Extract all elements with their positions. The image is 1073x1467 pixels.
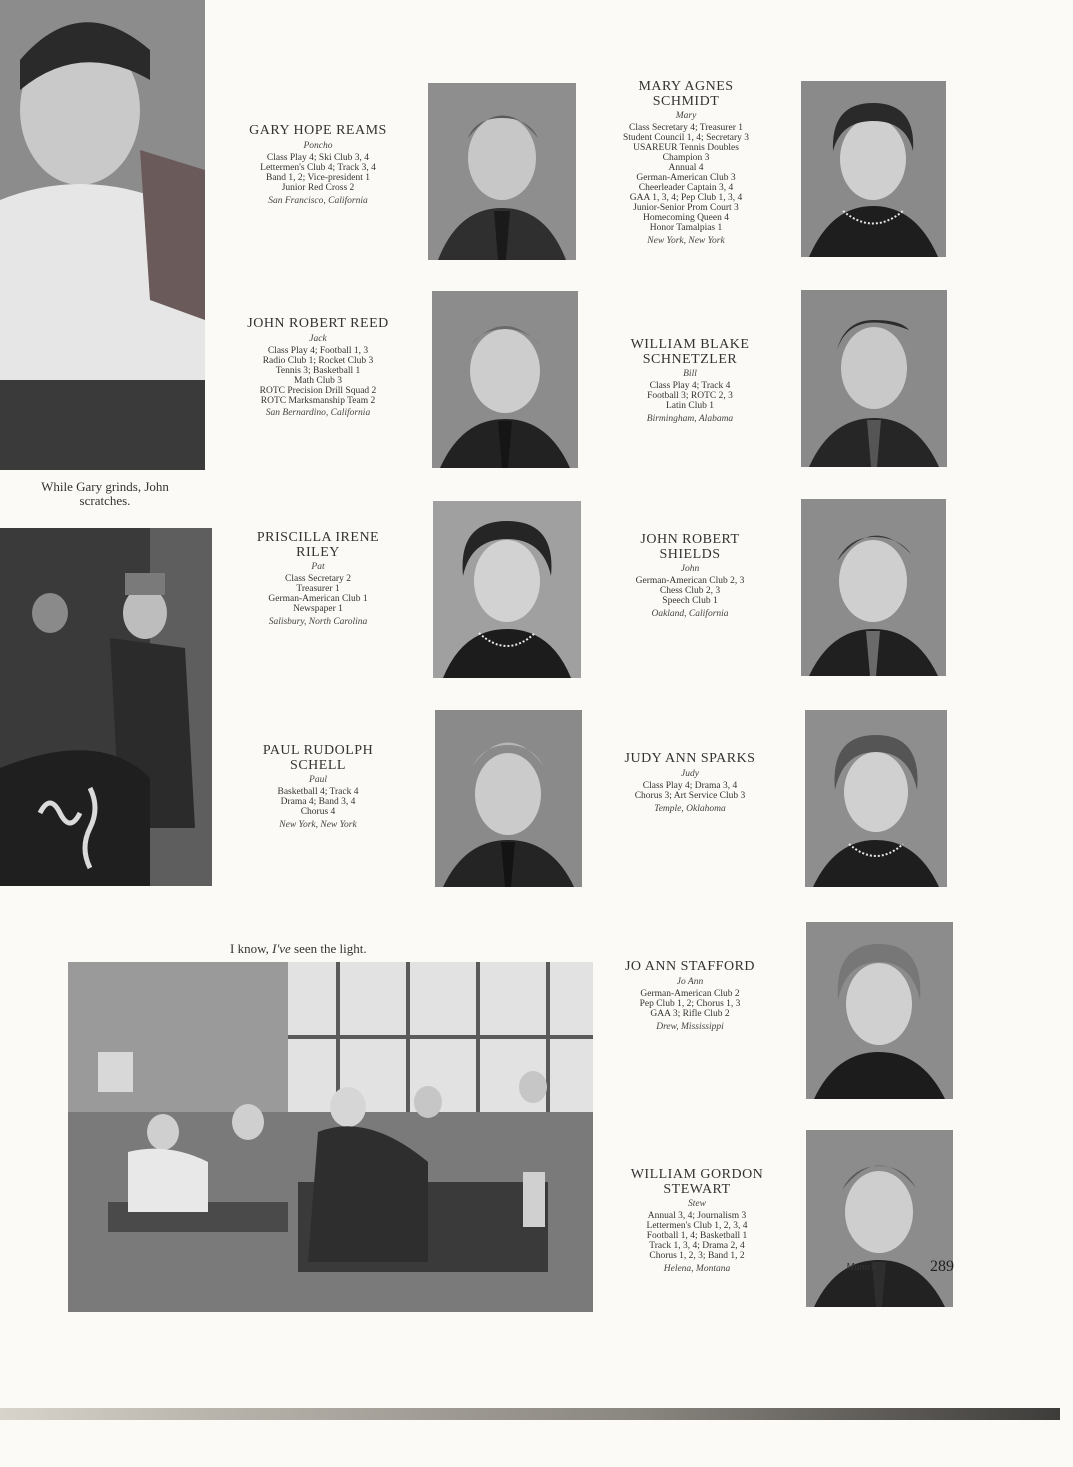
portrait-john-shields [801,499,946,676]
student-entry-mary-schmidt [596,80,776,247]
student-activities: Class Play 4; Football 1, 3 Radio Club 1; Rocket Club 3 Tennis 3; Basketball 1 Math Club 3 ROTC Precision Drill Squad 2 ROTC Marksmanship Team 2 [259,345,377,406]
student-activities: German-American Club 2, 3 Chess Club 2, 3 Speech Club 1 [635,576,745,607]
student-nickname: Paul [309,775,327,786]
candid-photo-costume [0,528,212,886]
student-activities: German-American Club 2 Pep Club 1, 2; Chorus 1, 3 GAA 3; Rifle Club 2 [639,988,741,1019]
portrait-judy-sparks [805,710,947,887]
student-entry-jo-ann-stafford [600,960,780,1033]
student-activities: Annual 3, 4; Journalism 3 Lettermen's Club 1, 2, 3, 4 Football 1, 4; Basketball 1 Track 1, 3, 4; Drama 2, 4 Chorus 1, 2, 3; Band 1, 2 [646,1211,748,1262]
portrait-william-schnetzler [801,290,947,467]
student-hometown: Temple, Oklahoma [654,803,726,814]
student-hometown: Oakland, California [651,609,729,620]
student-entry-priscilla-riley [228,531,408,628]
student-hometown: New York, New York [279,820,357,831]
caption-light-suffix: seen the light. [294,941,367,956]
caption-light-emphasis: I've [272,941,291,956]
student-hometown: Salisbury, North Carolina [268,617,368,628]
student-entry-gary-reams [228,124,408,207]
student-name: MARY AGNES SCHMIDT [638,79,734,109]
student-nickname: Poncho [303,140,333,151]
portrait-gary-reams [428,83,576,260]
student-name: JO ANN STAFFORD [624,959,756,974]
candid-photo-classroom [68,962,593,1312]
student-activities: Basketball 4; Track 4 Drama 4; Band 3, 4 Chorus 4 [277,787,359,818]
student-hometown: Helena, Montana [663,1264,731,1275]
student-hometown: Birmingham, Alabama [646,414,734,425]
student-name: JOHN ROBERT SHIELDS [640,532,740,562]
student-name: JUDY ANN SPARKS [624,751,756,766]
candid-photo-gary-john [0,0,205,470]
student-name: WILLIAM BLAKE SCHNETZLER [630,337,750,367]
student-nickname: Jack [309,333,327,344]
portrait-mary-schmidt [801,81,946,257]
caption-light [230,942,410,956]
student-nickname: Stew [688,1199,706,1210]
student-nickname: Jo Ann [676,976,704,987]
student-hometown: San Bernardino, California [265,408,371,419]
caption-gary-john: While Gary grinds, John scratches. [41,479,169,509]
student-activities: Class Play 4; Drama 3, 4 Chorus 3; Art Service Club 3 [634,780,746,801]
student-entry-john-reed [228,317,408,419]
footer-school-name: Munich [846,1262,877,1273]
portrait-paul-schell [435,710,582,887]
student-activities: Class Play 4; Ski Club 3, 4 Lettermen's Club 4; Track 3, 4 Band 1, 2; Vice-president 1 Junior Red Cross 2 [260,152,376,193]
student-nickname: Pat [311,562,325,573]
student-entry-paul-schell [228,744,408,831]
student-activities: Class Secretary 2 Treasurer 1 German-American Club 1 Newspaper 1 [268,574,368,615]
student-activities: Class Secretary 4; Treasurer 1 Student Council 1, 4; Secretary 3 USAREUR Tennis Doubles Champion 3 Annual 4 German-American Club 3 Cheerleader Captain 3, 4 GAA 1, 3, 4; Pep Club 1, 3, 4 Junior-Senior Prom Court 3 Homecoming Queen 4 Honor Tamalpias 1 [622,123,750,234]
student-hometown: Drew, Mississippi [656,1021,724,1032]
student-name: GARY HOPE REAMS [249,123,387,138]
portrait-william-stewart [806,1130,953,1307]
student-nickname: Mary [675,111,697,122]
caption-light-prefix: I know, [230,941,269,956]
student-nickname: Bill [683,369,697,380]
student-activities: Class Play 4; Track 4 Football 3; ROTC 2, 3 Latin Club 1 [647,381,733,412]
student-entry-william-stewart [607,1168,787,1275]
student-hometown: San Francisco, California [268,195,368,206]
student-nickname: John [680,564,700,575]
portrait-jo-ann-stafford [806,922,953,1099]
student-entry-judy-sparks [600,752,780,815]
portrait-priscilla-riley [433,501,581,678]
student-entry-john-shields [600,533,780,620]
student-entry-william-schnetzler [600,338,780,425]
student-nickname: Judy [681,768,699,779]
student-name: PAUL RUDOLPH SCHELL [262,743,374,773]
portrait-john-reed [432,291,578,468]
student-name: PRISCILLA IRENE RILEY [256,530,380,560]
page-edge-shadow [0,1408,1060,1420]
page-number: 289 [930,1258,954,1275]
student-name: JOHN ROBERT REED [247,316,389,331]
student-name: WILLIAM GORDON STEWART [630,1167,764,1197]
student-hometown: New York, New York [647,236,725,246]
